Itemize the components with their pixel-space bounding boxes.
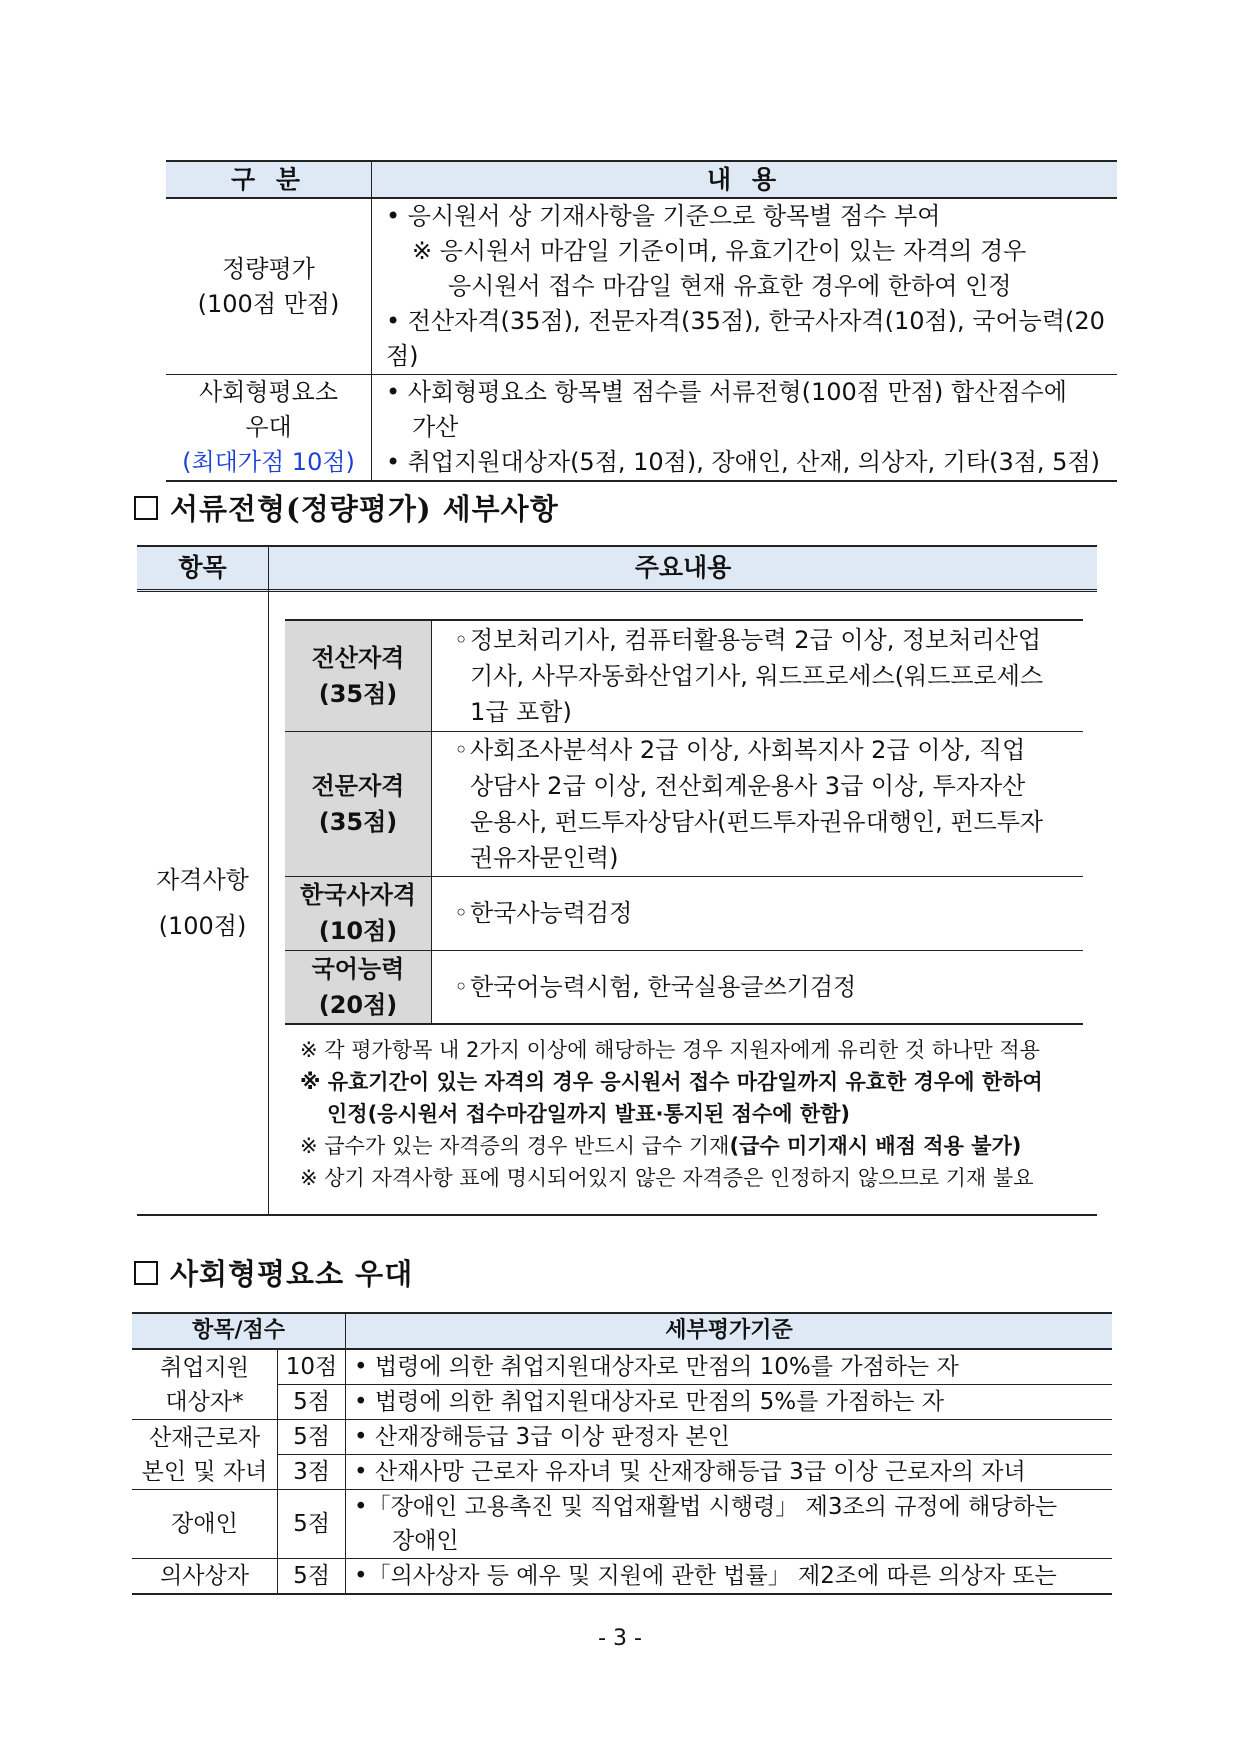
social-equity-table [132,1312,1112,1595]
section-title: 사회형평요소 우대 [170,1257,414,1291]
bullet-icon: ◦ [454,899,469,927]
label-line: 우대 [245,413,292,441]
desc-line: 한국어능력시험, 한국실용글쓰기검정 [470,972,857,1001]
desc-line: 운용사, 펀드투자상담사(펀드투자권유대행인, 펀드투자 [470,807,1044,836]
row-quantitative-content [372,198,1118,375]
max-bonus-label: (최대가점 10점) [182,448,355,476]
row-criteria: • 산재장해등급 3급 이상 판정자 본인 [346,1420,1113,1455]
desc-line: 한국사능력검정 [470,899,633,927]
item-score: (10점) [318,917,398,945]
row-social-equity-content [372,375,1118,482]
bullet-icon: ◦ [454,972,469,1001]
desc-line: 권유자문인력) [470,843,619,872]
column-divider [268,547,269,1214]
row-category [132,1349,278,1420]
table-row [132,1455,1112,1490]
row-score: 5점 [278,1420,346,1455]
row-social-equity-label [166,375,372,482]
qualification-items-table [285,619,1083,1025]
table-row [132,1420,1112,1455]
category-line: 본인 및 자녀 [141,1458,268,1485]
content-line: • 응시원서 상 기재사항을 기준으로 항목별 점수 부여 [386,202,941,230]
row-category: 장애인 [132,1490,278,1559]
label-line: 정량평가 [222,254,315,283]
table-row [132,1490,1112,1559]
note-line-bold: ※ 유효기간이 있는 자격의 경우 응시원서 접수 마감일까지 유효한 경우에 한하여 [300,1070,1043,1094]
item-category [285,950,432,1024]
desc-line: 기사, 사무자동화산업기사, 워드프로세스(워드프로세스 [470,661,1044,690]
note-line: 응시원서 접수 마감일 현재 유효한 경우에 한하여 인정 [448,272,1012,300]
row-quantitative-label [166,198,372,375]
item-description [432,620,1084,731]
square-bullet-icon [134,496,158,520]
row-score: 5점 [278,1385,346,1420]
square-bullet-icon [134,1261,158,1285]
table-row [285,876,1083,950]
desc-line: 1급 포함) [470,697,572,726]
table-header [137,547,1097,592]
category-line: 대상자* [165,1388,244,1415]
bullet-icon: ◦ [454,735,469,764]
content-line: • 사회형평요소 항목별 점수를 서류전형(100점 만점) 합산점수에 [386,378,1067,406]
note-line-bold: (급수 미기재시 배점 적용 불가) [729,1134,1022,1158]
table-row [132,1385,1112,1420]
item-description [432,876,1084,950]
header-content: 내 용 [372,161,1118,198]
item-category [285,876,432,950]
evaluation-summary-table [166,160,1117,482]
note-line-bold: 인정(응시원서 접수마감일까지 발표·통지된 점수에 한함) [327,1102,850,1126]
label-line: 자격사항 [156,866,249,894]
label-line: (100점 만점) [197,289,340,318]
header-criteria: 세부평가기준 [346,1313,1113,1349]
item-score: (35점) [318,807,398,836]
item-name: 전산자격 [311,643,405,672]
header-item: 항목 [178,553,227,582]
row-score: 5점 [278,1559,346,1595]
note-line: ※ 상기 자격사항 표에 명시되어있지 않은 자격증은 인정하지 않으므로 기재 불요 [300,1166,1034,1190]
criteria-line: •「장애인 고용촉진 및 직업재활법 시행령」 제3조의 규정에 해당하는 [354,1494,1058,1520]
note-line: ※ 각 평가항목 내 2가지 이상에 해당하는 경우 지원자에게 유리한 것 하나만 적용 [300,1038,1040,1062]
item-score: (20점) [318,990,398,1019]
item-name: 한국사자격 [300,881,416,909]
row-score: 5점 [278,1490,346,1559]
section-heading-document-screening [134,487,559,528]
item-description [432,950,1084,1024]
bullet-icon: ◦ [454,625,469,654]
header-item-score: 항목/점수 [132,1313,346,1349]
header-main-content: 주요내용 [634,553,732,582]
table-row [132,1349,1112,1385]
item-description [432,731,1084,876]
table-row [285,731,1083,876]
row-category [132,1420,278,1490]
item-score: (35점) [318,679,398,708]
content-line: • 취업지원대상자(5점, 10점), 장애인, 산재, 의상자, 기타(3점, 5점) [386,448,1100,476]
content-line: • 전산자격(35점), 전문자격(35점), 한국사자격(10점), 국어능력(20점) [386,307,1105,370]
desc-line: 상담사 2급 이상, 전산회계운용사 3급 이상, 투자자산 [470,771,1026,800]
desc-line: 사회조사분석사 2급 이상, 사회복지사 2급 이상, 직업 [470,735,1026,764]
qualification-label [137,593,268,1213]
note-line: ※ 응시원서 마감일 기준이며, 유효기간이 있는 자격의 경우 [412,237,1027,265]
item-category [285,620,432,731]
item-name: 국어능력 [311,954,405,983]
label-line: 사회형평요소 [198,378,339,406]
category-line: 취업지원 [160,1354,249,1381]
item-name: 전문자격 [311,771,405,800]
section-heading-social-equity [134,1252,413,1293]
row-criteria: • 법령에 의한 취업지원대상자로 만점의 5%를 가점하는 자 [346,1385,1113,1420]
criteria-line: 장애인 [392,1528,459,1554]
desc-line: 정보처리기사, 컴퓨터활용능력 2급 이상, 정보처리산업 [470,625,1042,654]
category-line: 산재근로자 [148,1424,261,1451]
table-row [285,950,1083,1024]
row-criteria [346,1490,1113,1559]
page-number: - 3 - [598,1626,642,1651]
qualification-notes [300,1034,1090,1194]
content-line: 가산 [412,413,459,441]
table-row [285,620,1083,731]
row-criteria: •「의사상자 등 예우 및 지원에 관한 법률」 제2조에 따른 의상자 또는 [346,1559,1113,1595]
row-score: 3점 [278,1455,346,1490]
item-category [285,731,432,876]
row-score: 10점 [278,1349,346,1385]
header-category: 구 분 [166,161,372,198]
table-row [132,1559,1112,1595]
section-title: 서류전형(정량평가) 세부사항 [170,492,559,526]
row-criteria: • 법령에 의한 취업지원대상자로 만점의 10%를 가점하는 자 [346,1349,1113,1385]
row-category: 의사상자 [132,1559,278,1595]
note-line: ※ 급수가 있는 자격증의 경우 반드시 급수 기재 [300,1134,730,1158]
label-line: (100점) [158,912,247,940]
row-criteria: • 산재사망 근로자 유자녀 및 산재장해등급 3급 이상 근로자의 자녀 [346,1455,1113,1490]
